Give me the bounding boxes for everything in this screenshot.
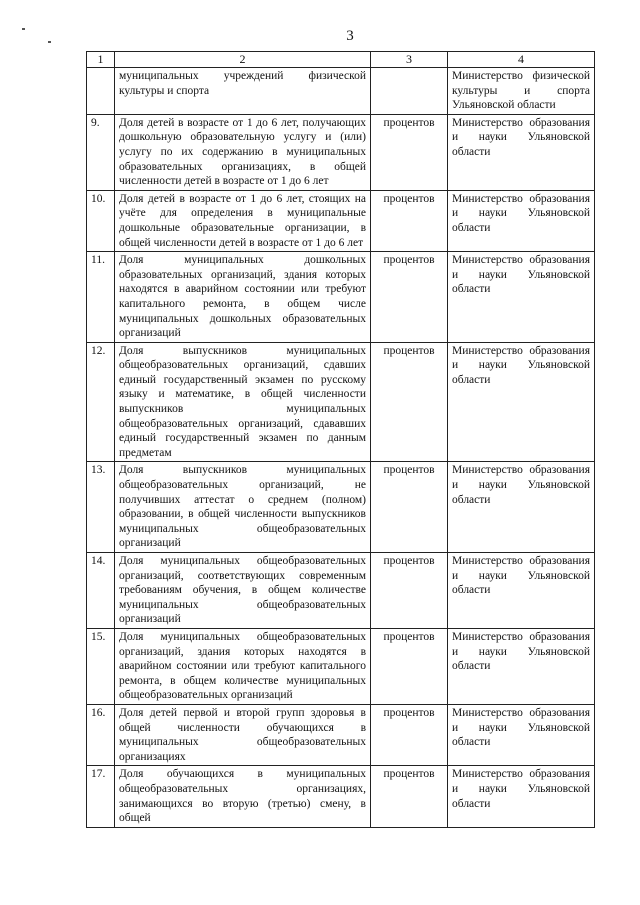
column-header-4: 4 bbox=[448, 52, 595, 68]
responsible-body: Министерство образования и науки Ульяновской области bbox=[448, 553, 595, 629]
indicator-description: Доля муниципальных общеобразовательных организаций, здания которых находятся в аварийном состоянии или требуют капитального ремонта, в общем количестве муниципальных общеобразовательных организаций bbox=[115, 628, 371, 704]
row-number: 17. bbox=[87, 766, 115, 827]
table-row bbox=[87, 252, 595, 343]
unit-of-measure: процентов bbox=[371, 766, 448, 827]
unit-of-measure: процентов bbox=[371, 462, 448, 553]
indicator-description: Доля муниципальных дошкольных образовательных организаций, здания которых находятся в аварийном состоянии или требуют капитального ремонта, в общем числе муниципальных дошкольных образовательных организаций bbox=[115, 252, 371, 343]
row-number: 14. bbox=[87, 553, 115, 629]
responsible-body: Министерство образования и науки Ульяновской области bbox=[448, 628, 595, 704]
row-number: 9. bbox=[87, 114, 115, 190]
unit-of-measure: процентов bbox=[371, 553, 448, 629]
unit-of-measure: процентов bbox=[371, 190, 448, 251]
responsible-body: Министерство образования и науки Ульяновской области bbox=[448, 252, 595, 343]
indicator-table bbox=[86, 51, 595, 828]
table-header-row bbox=[87, 52, 595, 68]
indicator-description: Доля детей первой и второй групп здоровья в общей численности обучающихся в муниципальных общеобразовательных организациях bbox=[115, 704, 371, 765]
table-row bbox=[87, 114, 595, 190]
row-number: 10. bbox=[87, 190, 115, 251]
unit-of-measure: процентов bbox=[371, 342, 448, 462]
page-number: 3 bbox=[346, 28, 354, 44]
unit-of-measure: процентов bbox=[371, 704, 448, 765]
scan-speck bbox=[48, 41, 51, 43]
table-row bbox=[87, 766, 595, 827]
table-row bbox=[87, 342, 595, 462]
column-header-3: 3 bbox=[371, 52, 448, 68]
unit-of-measure: процентов bbox=[371, 628, 448, 704]
indicator-description: муниципальных учреждений физической культуры и спорта bbox=[115, 68, 371, 115]
table-row bbox=[87, 553, 595, 629]
scan-speck bbox=[22, 28, 25, 30]
indicator-description: Доля детей в возрасте от 1 до 6 лет, получающих дошкольную образовательную услугу и (или) услугу по их содержанию в муниципальных образовательных организациях, в общей численности детей в возрасте от 1 до 6 лет bbox=[115, 114, 371, 190]
indicator-description: Доля выпускников муниципальных общеобразовательных организаций, сдавших единый государственный экзамен по русскому языку и математике, в общей численности выпускников муниципальных общеобразовательных организаций, сдававших единый государственный экзамен по данным предметам bbox=[115, 342, 371, 462]
table-row bbox=[87, 462, 595, 553]
table-row bbox=[87, 190, 595, 251]
table-row bbox=[87, 68, 595, 115]
responsible-body: Министерство образования и науки Ульяновской области bbox=[448, 342, 595, 462]
row-number: 15. bbox=[87, 628, 115, 704]
responsible-body: Министерство образования и науки Ульяновской области bbox=[448, 766, 595, 827]
row-number: 16. bbox=[87, 704, 115, 765]
column-header-2: 2 bbox=[115, 52, 371, 68]
row-number: 12. bbox=[87, 342, 115, 462]
table-row bbox=[87, 704, 595, 765]
indicator-description: Доля детей в возрасте от 1 до 6 лет, стоящих на учёте для определения в муниципальные дошкольные образовательные организации, в общей численности детей в возрасте от 1 до 6 лет bbox=[115, 190, 371, 251]
responsible-body: Министерство образования и науки Ульяновской области bbox=[448, 704, 595, 765]
unit-of-measure: процентов bbox=[371, 114, 448, 190]
row-number bbox=[87, 68, 115, 115]
responsible-body: Министерство физической культуры и спорта Ульяновской области bbox=[448, 68, 595, 115]
indicator-description: Доля муниципальных общеобразовательных организаций, соответствующих современным требованиям обучения, в общем количестве муниципальных общеобразовательных организаций bbox=[115, 553, 371, 629]
row-number: 13. bbox=[87, 462, 115, 553]
indicator-description: Доля выпускников муниципальных общеобразовательных организаций, не получивших аттестат о среднем (полном) образовании, в общей численности выпускников муниципальных общеобразовательных организаций bbox=[115, 462, 371, 553]
responsible-body: Министерство образования и науки Ульяновской области bbox=[448, 114, 595, 190]
indicator-description: Доля обучающихся в муниципальных общеобразовательных организациях, занимающихся во вторую (третью) смену, в общей bbox=[115, 766, 371, 827]
responsible-body: Министерство образования и науки Ульяновской области bbox=[448, 190, 595, 251]
row-number: 11. bbox=[87, 252, 115, 343]
unit-of-measure: процентов bbox=[371, 252, 448, 343]
column-header-1: 1 bbox=[87, 52, 115, 68]
table-row bbox=[87, 628, 595, 704]
unit-of-measure bbox=[371, 68, 448, 115]
responsible-body: Министерство образования и науки Ульяновской области bbox=[448, 462, 595, 553]
